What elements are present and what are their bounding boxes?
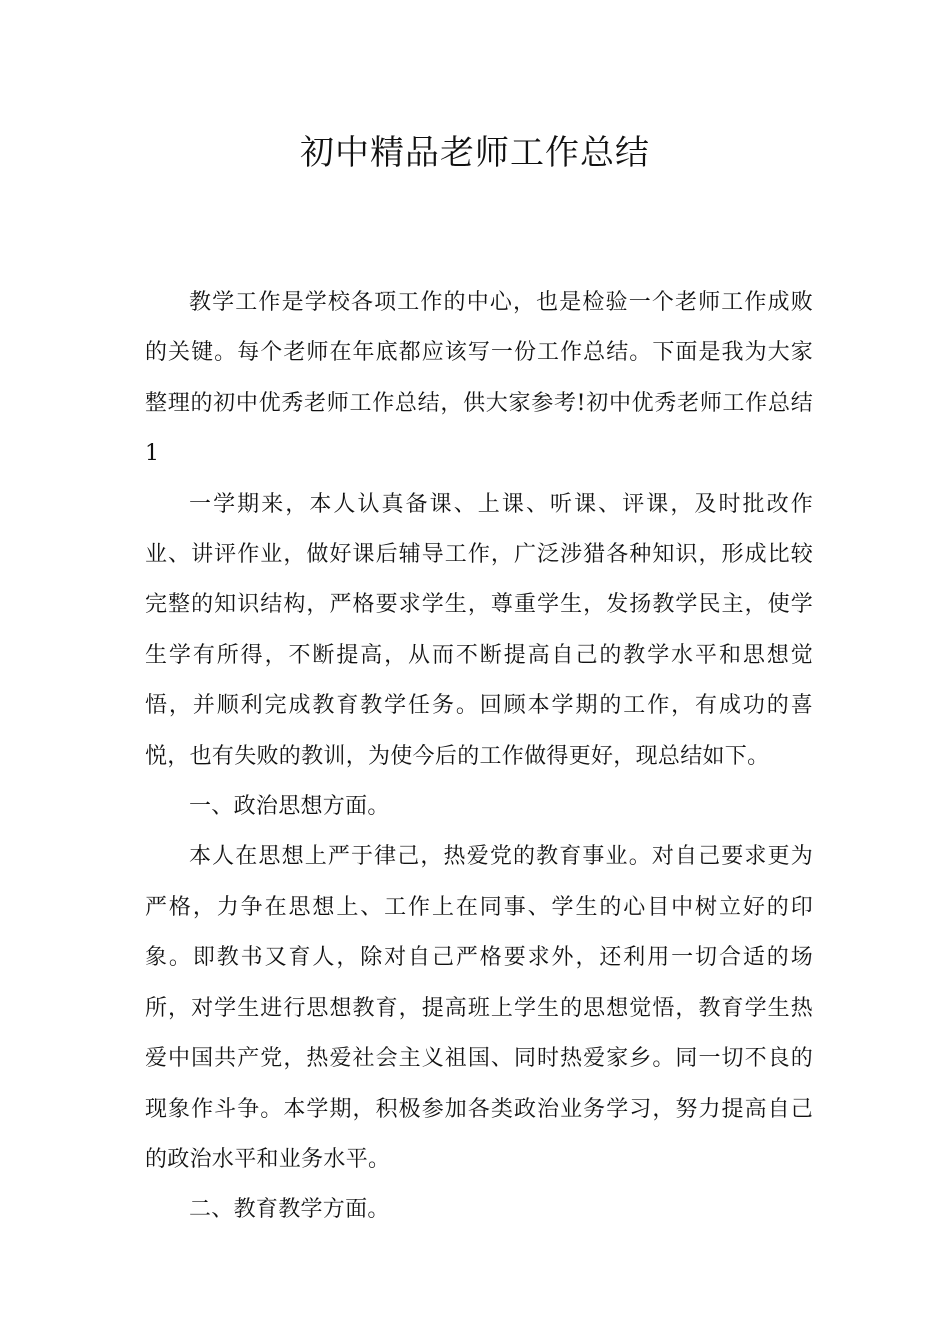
section-heading-political: 一、政治思想方面。 [189, 794, 390, 820]
paragraph-intro: 教学工作是学校各项工作的中心，也是检验一个老师工作成败的关键。每个老师在年底都应该写一份工作总结。下面是我为大家整理的初中优秀老师工作总结，供大家参考!初中优秀老师工作总结1 [145, 290, 813, 467]
section-heading-teaching: 二、教育教学方面。 [189, 1197, 390, 1223]
document-title: 初中精品老师工作总结 [300, 133, 650, 173]
document-body [145, 278, 813, 1236]
paragraph-semester-review: 一学期来，本人认真备课、上课、听课、评课，及时批改作业、讲评作业，做好课后辅导工作，广泛涉猎各种知识，形成比较完整的知识结构，严格要求学生，尊重学生，发扬教学民主，使学生学有所得，不断提高，从而不断提高自己的教学水平和思想觉悟，并顺利完成教育教学任务。回顾本学期的工作，有成功的喜悦，也有失败的教训，为使今后的工作做得更好，现总结如下。 [145, 491, 813, 769]
paragraph-political: 本人在思想上严于律己，热爱党的教育事业。对自己要求更为严格，力争在思想上、工作上在同事、学生的心目中树立好的印象。即教书又育人，除对自己严格要求外，还利用一切合适的场所，对学生进行思想教育，提高班上学生的思想觉悟，教育学生热爱中国共产党，热爱社会主义祖国、同时热爱家乡。同一切不良的现象作斗争。本学期，积极参加各类政治业务学习，努力提高自己的政治水平和业务水平。 [145, 844, 813, 1172]
